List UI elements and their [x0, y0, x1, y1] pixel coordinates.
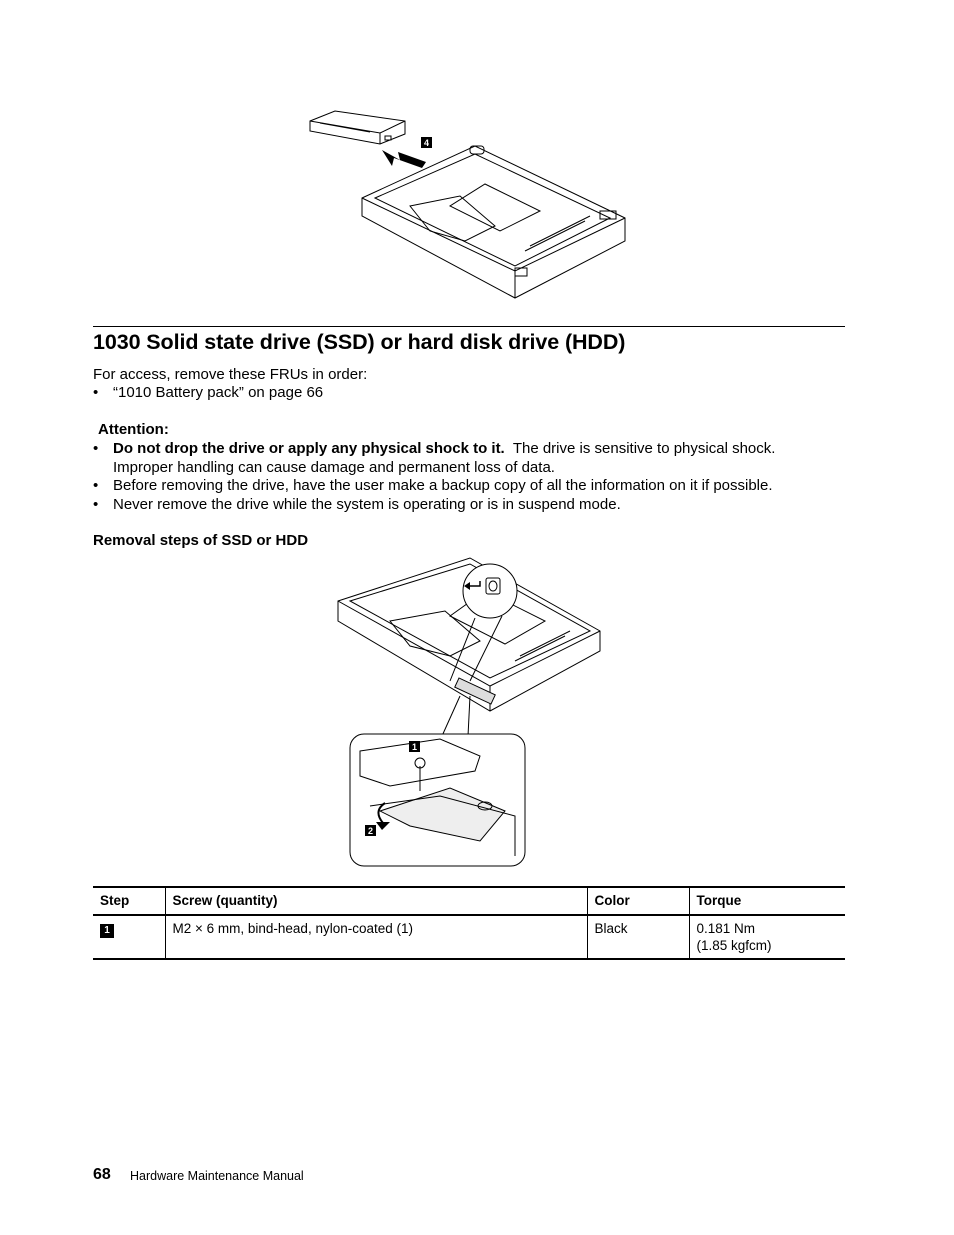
torque-value-alt: (1.85 kgfcm): [696, 938, 772, 953]
torque-value: 0.181 Nm: [696, 921, 756, 936]
attention-label: Attention:: [98, 421, 169, 438]
callout-4: 4: [423, 138, 430, 148]
bullet: •: [93, 440, 99, 457]
header-color: Color: [587, 887, 689, 915]
step-badge: 1: [100, 924, 114, 938]
attention-item-1-body: The drive is sensitive to physical shock.: [512, 440, 776, 457]
attention-item-1-bold: Do not drop the drive or apply any physical shock to it.: [113, 440, 505, 457]
attention-item-1-text: [113, 440, 775, 459]
callout-2: 2: [367, 826, 374, 836]
header-torque: Torque: [689, 887, 845, 915]
table-row: [93, 915, 845, 959]
optical-drive-removal-illustration: [300, 106, 635, 304]
cell-color: Black: [587, 915, 689, 959]
header-step: Step: [93, 887, 165, 915]
page-number: 68: [93, 1166, 111, 1183]
bullet: •: [93, 496, 99, 513]
cell-torque: [689, 915, 845, 959]
attention-item-3-text: Never remove the drive while the system is operating or is in suspend mode.: [113, 496, 621, 513]
drive-removal-illustration: [330, 556, 610, 872]
attention-item-1-cont: Improper handling can cause damage and permanent loss of data.: [113, 459, 555, 476]
fru-link-battery-pack[interactable]: “1010 Battery pack” on page 66: [113, 384, 324, 401]
bullet: •: [93, 477, 99, 494]
intro-text: For access, remove these FRUs in order:: [93, 366, 368, 383]
manual-title: Hardware Maintenance Manual: [130, 1169, 304, 1183]
attention-item-2-text: Before removing the drive, have the user make a backup copy of all the information on it if possible.: [113, 477, 773, 494]
section-title: 1030 Solid state drive (SSD) or hard disk drive (HDD): [93, 330, 626, 354]
cell-step: [93, 915, 165, 959]
callout-1: 1: [411, 742, 418, 752]
screw-spec-table: [93, 886, 845, 960]
header-screw: Screw (quantity): [165, 887, 587, 915]
cell-screw: M2 × 6 mm, bind-head, nylon-coated (1): [165, 915, 587, 959]
table-header-row: [93, 887, 845, 915]
removal-heading: Removal steps of SSD or HDD: [93, 532, 309, 549]
bullet: •: [93, 384, 99, 401]
section-rule: [93, 326, 845, 327]
